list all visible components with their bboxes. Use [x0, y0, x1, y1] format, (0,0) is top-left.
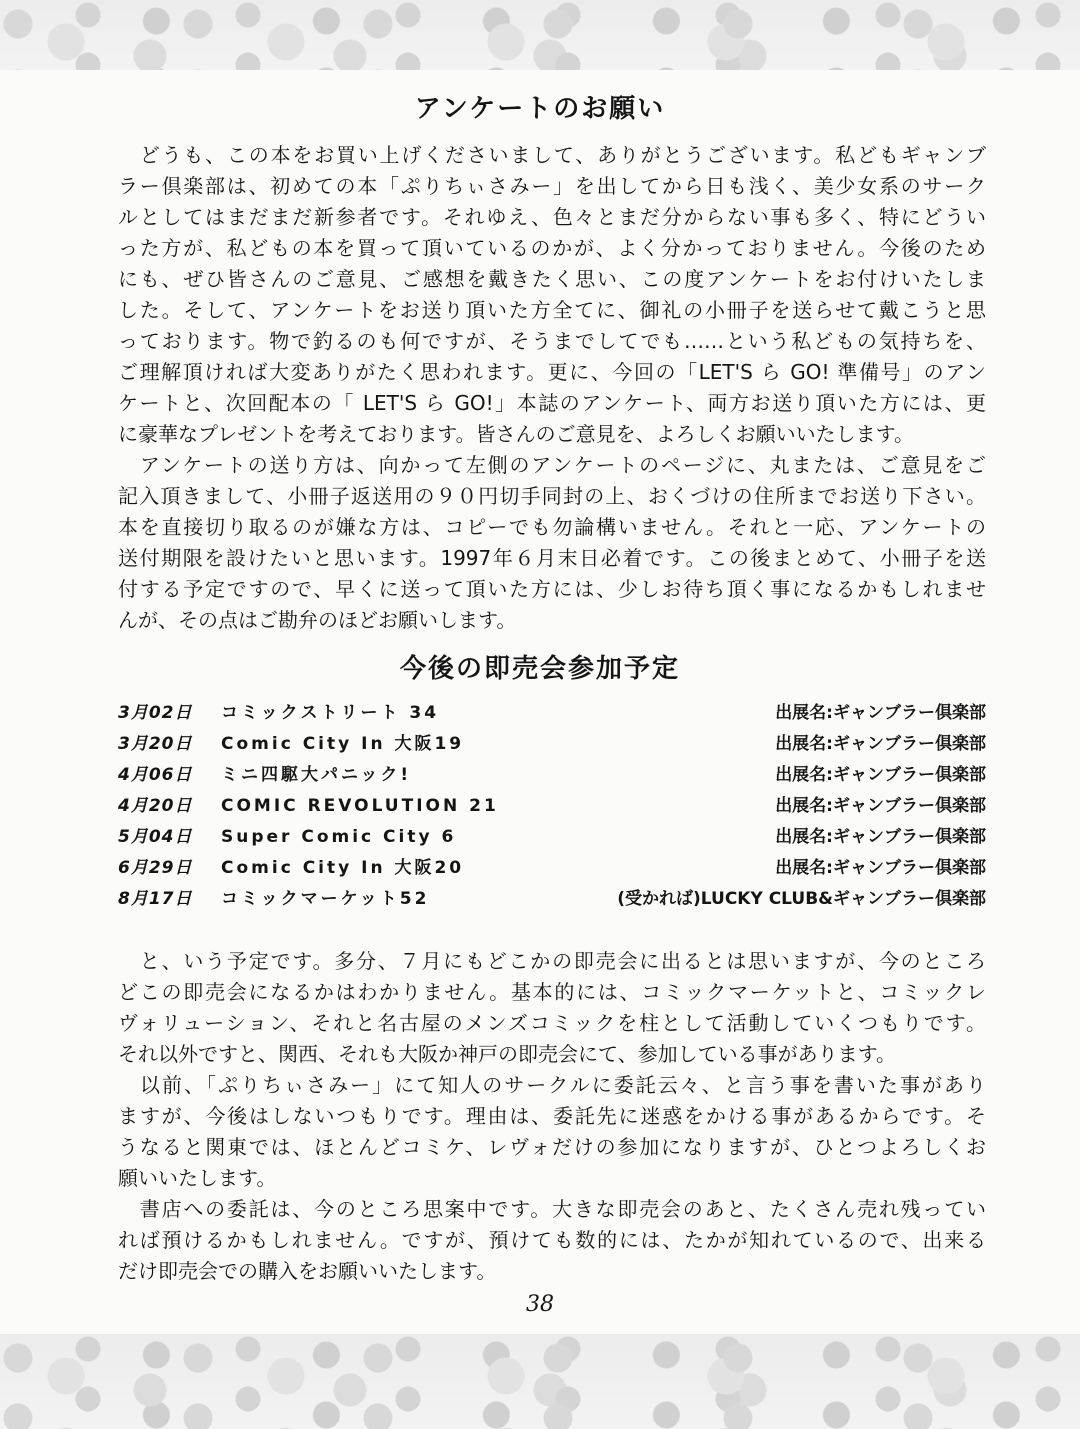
decorative-star-border-top — [0, 0, 1080, 70]
text-line: うなると関東では、ほとんどコミケ、レヴォだけの参加になりますが、ひとつよろしくお — [118, 1135, 986, 1159]
exhibitor-name: 出展名:ギャンブラー倶楽部 — [775, 827, 986, 847]
text-line: に豪華なプレゼントを考えております。皆さんのご意見を、よろしくお願いいたします。 — [118, 422, 914, 446]
exhibitor-name: 出展名:ギャンブラー倶楽部 — [775, 796, 986, 816]
schedule-row — [118, 791, 986, 822]
paragraph-bookstore — [118, 1194, 986, 1287]
text-line: ルとしてはまだまだ新参者です。それゆえ、色々とまだ分からない事も多く、特にどうい — [118, 205, 986, 229]
event-name: Super Comic City 6 — [221, 827, 457, 847]
text-line: にも、ぜひ皆さんのご意見、ご感想を戴きたく思い、この度アンケートをお付けいたしま — [118, 267, 986, 291]
decorative-star-border-bottom — [0, 1334, 1080, 1429]
paragraph-consignment — [118, 1070, 986, 1194]
event-date: 8月17日 — [118, 889, 193, 909]
event-date: 6月29日 — [118, 858, 193, 878]
text-line: れば預けるかもしれません。ですが、預けても数的には、たかが知れているので、出来る — [118, 1228, 986, 1252]
text-line: それ以外ですと、関西、それも大阪か神戸の即売会にて、参加している事があります。 — [118, 1042, 896, 1066]
text-line: 送付期限を設けたいと思います。1997年６月末日必着です。この後まとめて、小冊子を送 — [118, 546, 986, 570]
text-line: どうも、この本をお買い上げくださいまして、ありがとうございます。私どもギャンブ — [118, 143, 986, 167]
text-line: ラー倶楽部は、初めての本「ぷりちぃさみー」を出してから日も浅く、美少女系のサーク — [118, 174, 986, 198]
text-line: ヴォリューション、それと名古屋のメンズコミックを柱として活動していくつもりです。 — [118, 1011, 986, 1035]
text-line: っております。物で釣るのも何ですが、そうまでしてでも……という私どもの気持ちを、 — [118, 329, 986, 353]
text-line: ご理解頂ければ大変ありがたく思われます。更に、今回の「LET'S ら GO! 準備号」のアン — [118, 360, 986, 384]
text-line: アンケートの送り方は、向かって左側のアンケートのページに、丸または、ご意見をご — [118, 453, 986, 477]
schedule-row — [118, 698, 986, 729]
text-line: 記入頂きまして、小冊子返送用の９０円切手同封の上、おくづけの住所までお送り下さい。 — [118, 484, 986, 508]
text-line: した。そして、アンケートをお送り頂いた方全てに、御礼の小冊子を送らせて戴こうと思 — [118, 298, 986, 322]
event-date: 4月06日 — [118, 765, 193, 785]
event-date: 4月20日 — [118, 796, 193, 816]
text-line: と、いう予定です。多分、７月にもどこかの即売会に出るとは思いますが、今のところ — [118, 949, 986, 973]
event-date: 3月02日 — [118, 703, 193, 723]
text-line: 書店への委託は、今のところ思案中です。大きな即売会のあと、たくさん売れ残ってい — [118, 1197, 986, 1221]
schedule-row — [118, 822, 986, 853]
event-name: コミックストリート 34 — [221, 703, 440, 723]
text-line: 以前、「ぷりちぃさみー」にて知人のサークルに委託云々、と言う事を書いた事があり — [118, 1073, 986, 1097]
exhibitor-name: (受かれば)LUCKY CLUB&ギャンブラー倶楽部 — [617, 889, 986, 909]
event-name: コミックマーケット52 — [221, 889, 430, 909]
text-line: ケートと、次回配本の「 LET'S ら GO!」本誌のアンケート、両方お送り頂いた方には、更 — [118, 391, 986, 415]
text-line: 本を直接切り取るのが嫌な方は、コピーでも勿論構いません。それと一応、アンケートの — [118, 515, 986, 539]
event-name: ミニ四駆大パニック! — [221, 765, 412, 785]
schedule-row — [118, 729, 986, 760]
text-line: だけ即売会での購入をお願いいたします。 — [118, 1259, 497, 1283]
text-line: 願いいたします。 — [118, 1166, 277, 1190]
schedule-heading: 今後の即売会参加予定 — [399, 654, 680, 684]
event-name: Comic City In 大阪19 — [221, 734, 465, 754]
text-line: 付する予定ですので、早くに送って頂いた方には、少しお待ち頂く事になるかもしれませ — [118, 577, 986, 601]
exhibitor-name: 出展名:ギャンブラー倶楽部 — [775, 858, 986, 878]
text-line: ますが、今後はしないつもりです。理由は、委託先に迷惑をかける事があるからです。そ — [118, 1104, 986, 1128]
exhibitor-name: 出展名:ギャンブラー倶楽部 — [775, 734, 986, 754]
event-date: 3月20日 — [118, 734, 193, 754]
text-line: どこの即売会になるかはわかりません。基本的には、コミックマーケットと、コミックレ — [118, 980, 986, 1004]
text-line: った方が、私どもの本を買って頂いているのかが、よく分かっておりません。今後のため — [118, 236, 986, 260]
paragraph-schedule-notes — [118, 946, 986, 1070]
schedule-row — [118, 884, 986, 915]
paragraph-survey-instructions — [118, 450, 986, 636]
exhibitor-name: 出展名:ギャンブラー倶楽部 — [775, 765, 986, 785]
text-line: んが、その点はご勘弁のほどお願いします。 — [118, 608, 517, 632]
survey-heading: アンケートのお願い — [414, 94, 666, 124]
schedule-row — [118, 853, 986, 884]
exhibitor-name: 出展名:ギャンブラー倶楽部 — [775, 703, 986, 723]
paragraph-survey-intro — [118, 140, 986, 450]
schedule-row — [118, 760, 986, 791]
event-name: Comic City In 大阪20 — [221, 858, 465, 878]
event-name: COMIC REVOLUTION 21 — [221, 796, 499, 816]
page-number: 38 — [526, 1292, 554, 1317]
event-date: 5月04日 — [118, 827, 193, 847]
event-schedule — [118, 698, 986, 915]
